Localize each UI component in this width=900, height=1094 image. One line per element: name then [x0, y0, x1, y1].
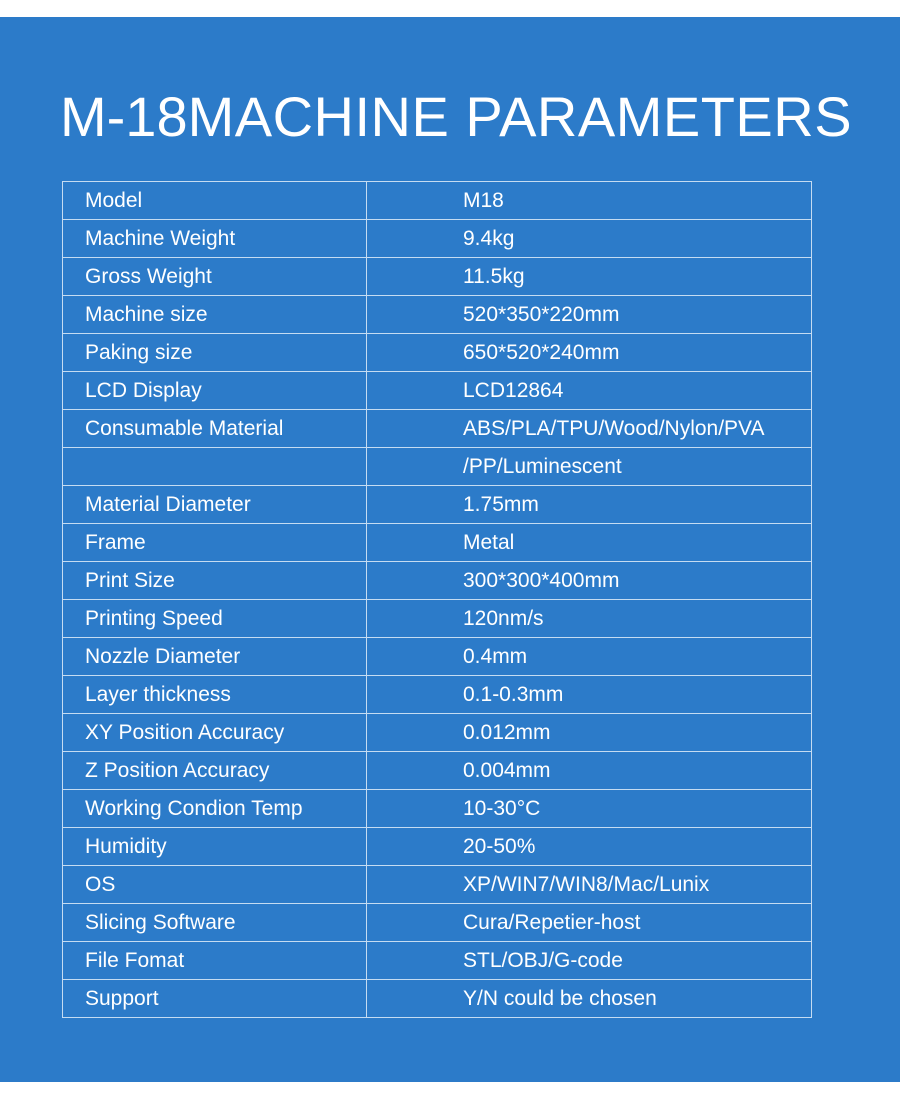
spec-label: Layer thickness — [63, 676, 367, 714]
spec-label: Printing Speed — [63, 600, 367, 638]
spec-label: Machine Weight — [63, 220, 367, 258]
spec-row — [63, 638, 812, 676]
parameters-panel — [0, 17, 900, 1082]
spec-label: LCD Display — [63, 372, 367, 410]
spec-row — [63, 790, 812, 828]
spec-label: Nozzle Diameter — [63, 638, 367, 676]
spec-row — [63, 676, 812, 714]
spec-value: 1.75mm — [367, 486, 812, 524]
spec-label: Z Position Accuracy — [63, 752, 367, 790]
spec-row — [63, 714, 812, 752]
spec-label: Slicing Software — [63, 904, 367, 942]
spec-label: Working Condion Temp — [63, 790, 367, 828]
spec-value: M18 — [367, 182, 812, 220]
spec-row — [63, 980, 812, 1018]
spec-value: 0.4mm — [367, 638, 812, 676]
spec-row — [63, 486, 812, 524]
spec-label: XY Position Accuracy — [63, 714, 367, 752]
spec-value: 10-30°C — [367, 790, 812, 828]
spec-value: LCD12864 — [367, 372, 812, 410]
spec-label: Model — [63, 182, 367, 220]
page-title — [60, 81, 852, 153]
spec-value: 650*520*240mm — [367, 334, 812, 372]
spec-row — [63, 562, 812, 600]
spec-table-body — [63, 182, 812, 1018]
spec-value: 0.1-0.3mm — [367, 676, 812, 714]
spec-row — [63, 600, 812, 638]
spec-value: 20-50% — [367, 828, 812, 866]
spec-value: 0.012mm — [367, 714, 812, 752]
spec-value: 9.4kg — [367, 220, 812, 258]
page-title-text: MACHINE PARAMETERS — [187, 85, 853, 148]
spec-row — [63, 372, 812, 410]
spec-label: Support — [63, 980, 367, 1018]
spec-row — [63, 904, 812, 942]
spec-value: STL/OBJ/G-code — [367, 942, 812, 980]
spec-value: Cura/Repetier-host — [367, 904, 812, 942]
spec-label: Frame — [63, 524, 367, 562]
spec-row — [63, 258, 812, 296]
spec-value: /PP/Luminescent — [367, 448, 812, 486]
spec-label: File Fomat — [63, 942, 367, 980]
spec-row — [63, 220, 812, 258]
spec-value: XP/WIN7/WIN8/Mac/Lunix — [367, 866, 812, 904]
spec-label: Material Diameter — [63, 486, 367, 524]
spec-value: 520*350*220mm — [367, 296, 812, 334]
spec-label: OS — [63, 866, 367, 904]
spec-value: 300*300*400mm — [367, 562, 812, 600]
spec-value: 0.004mm — [367, 752, 812, 790]
spec-label: Paking size — [63, 334, 367, 372]
spec-label: Machine size — [63, 296, 367, 334]
spec-label: Consumable Material — [63, 410, 367, 448]
spec-label — [63, 448, 367, 486]
spec-row — [63, 942, 812, 980]
spec-row — [63, 752, 812, 790]
spec-row — [63, 182, 812, 220]
spec-value: Y/N could be chosen — [367, 980, 812, 1018]
spec-row — [63, 410, 812, 448]
spec-row — [63, 866, 812, 904]
page-title-model: M-18 — [60, 85, 188, 148]
spec-row — [63, 296, 812, 334]
spec-row — [63, 334, 812, 372]
spec-row — [63, 828, 812, 866]
spec-row — [63, 524, 812, 562]
spec-row — [63, 448, 812, 486]
spec-label: Print Size — [63, 562, 367, 600]
spec-label: Gross Weight — [63, 258, 367, 296]
spec-value: ABS/PLA/TPU/Wood/Nylon/PVA — [367, 410, 812, 448]
spec-table — [62, 181, 812, 1018]
spec-value: 11.5kg — [367, 258, 812, 296]
spec-value: 120nm/s — [367, 600, 812, 638]
spec-value: Metal — [367, 524, 812, 562]
spec-label: Humidity — [63, 828, 367, 866]
